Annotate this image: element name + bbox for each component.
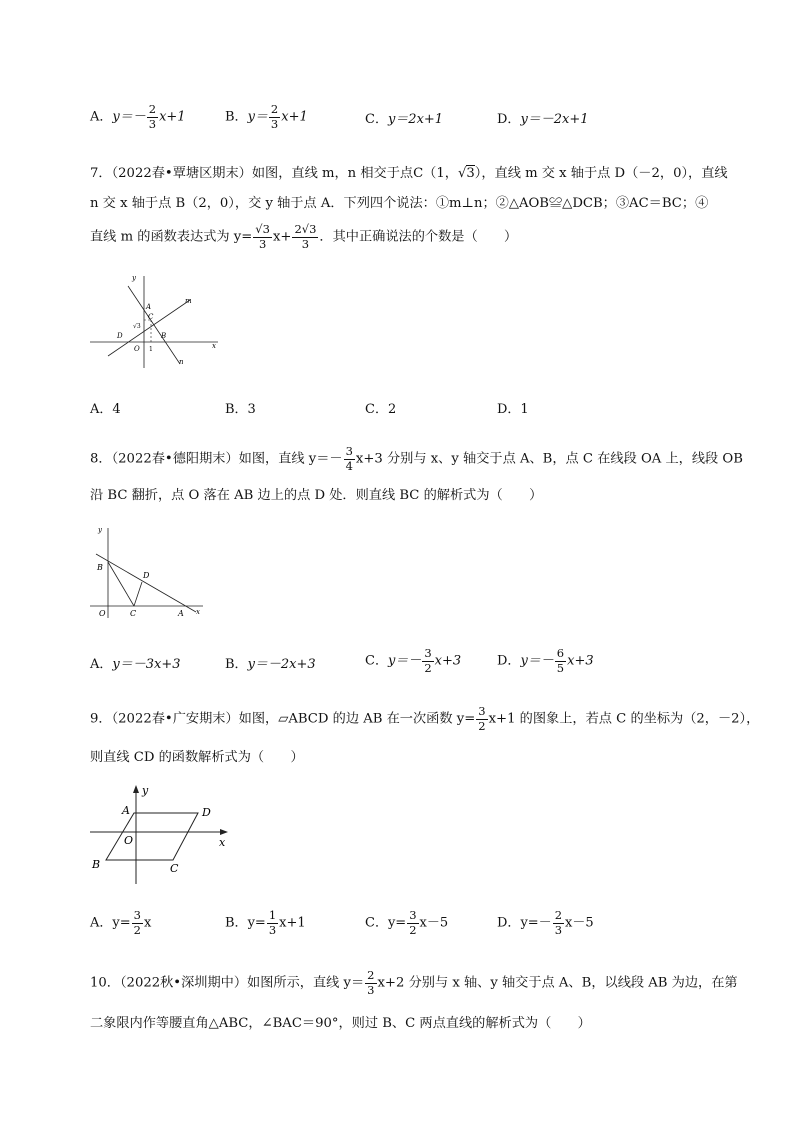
fraction: $\frac{2}{3}$ <box>148 102 157 131</box>
q7-option-d[interactable]: D．1 <box>497 402 529 417</box>
label-b: B <box>92 858 101 871</box>
q8-line-1: 8．（2022春•德阳期末）如图，直线 y＝－ $\frac{3}{4}$ x+3 分别与 x、y 轴交于点 A、B，点 C 在线段 OA 上，线段 OB <box>90 444 743 473</box>
q8-figure <box>88 522 208 622</box>
fraction: $\frac{√3}{3}$ <box>255 222 270 251</box>
q6-option-a[interactable]: A．y＝－ $\frac{2}{3}$ x+1 <box>90 102 186 131</box>
label-n: n <box>179 358 184 366</box>
q7-option-a[interactable]: A．4 <box>90 402 121 417</box>
fraction: $\frac{3}{2}$ <box>424 646 432 675</box>
q7-option-b[interactable]: B．3 <box>225 402 256 417</box>
q9-option-b[interactable]: B．y= $\frac{1}{3}$ x+1 <box>225 908 306 937</box>
q9-line-2: 则直线 CD 的函数解析式为（ ） <box>90 750 304 765</box>
fraction: $\frac{3}{2}$ <box>133 908 141 937</box>
line-ab <box>96 554 196 612</box>
label-c: C <box>170 862 179 875</box>
q9-figure <box>88 780 233 888</box>
label-o: O <box>99 609 106 618</box>
parallelogram-abcd <box>106 813 198 860</box>
q9-option-a[interactable]: A．y= $\frac{3}{2}$ x <box>90 908 152 937</box>
q9-option-d[interactable]: D．y=－ $\frac{2}{3}$ x－5 <box>497 908 594 937</box>
sqrt-symbol: √3 <box>457 166 475 181</box>
q7-option-c[interactable]: C．2 <box>365 402 397 417</box>
label-m: m <box>185 297 192 305</box>
label-o: O <box>134 345 140 353</box>
label-y: y <box>142 784 149 797</box>
label-sqrt3: √3 <box>133 323 141 330</box>
label-c: C <box>148 313 154 321</box>
label-x: x <box>219 836 226 849</box>
label-x: x <box>212 342 216 350</box>
q7-line-2: n 交 x 轴于点 B（2，0），交 y 轴于点 A．下列四个说法：①m⊥n；②△AOB≌△DCB；③AC＝BC；④ <box>90 196 709 211</box>
label-y: y <box>132 274 136 282</box>
q7-line-3: 直线 m 的函数表达式为 y= $\frac{√3}{3}$ x+ $\frac{2√3}{3}$ ．其中正确说法的个数是（ ） <box>90 222 518 251</box>
label-y: y <box>98 526 102 534</box>
q10-line-2: 二象限内作等腰直角△ABC，∠BAC＝90°，则过 B、C 两点直线的解析式为（ ） <box>90 1016 591 1031</box>
fraction: $\frac{2√3}{3}$ <box>294 222 317 251</box>
label-d: D <box>117 332 123 340</box>
q8-option-a[interactable]: A．y＝－3x+3 <box>90 657 181 672</box>
y-arrow <box>133 785 139 793</box>
label-a: A <box>178 609 184 618</box>
q8-option-c[interactable]: C．y＝－ $\frac{3}{2}$ x+3 <box>365 646 462 675</box>
fraction: $\frac{1}{3}$ <box>268 908 277 937</box>
q9-line-1: 9．（2022春•广安期末）如图，▱ABCD 的边 AB 在一次函数 y= $\frac{3}{2}$ x+1 的图象上，若点 C 的坐标为（2，－2）， <box>90 704 760 733</box>
q8-line-2: 沿 BC 翻折，点 O 落在 AB 边上的点 D 处．则直线 BC 的解析式为（ ） <box>90 488 543 503</box>
label-x: x <box>196 608 200 616</box>
label-d: D <box>202 806 211 819</box>
q9-option-c[interactable]: C．y= $\frac{3}{2}$ x－5 <box>365 908 449 937</box>
label-b: B <box>97 563 103 572</box>
q8-option-d[interactable]: D．y＝－ $\frac{6}{5}$ x+3 <box>497 646 594 675</box>
label-o: O <box>124 834 134 847</box>
fraction: $\frac{3}{4}$ <box>345 444 353 473</box>
q6-option-c[interactable]: C．y＝2x+1 <box>365 112 444 127</box>
fraction: $\frac{2}{3}$ <box>367 968 375 997</box>
label-b: B <box>161 332 167 340</box>
q6-option-d[interactable]: D．y＝－2x+1 <box>497 112 589 127</box>
fraction: $\frac{2}{3}$ <box>270 102 279 131</box>
label-a: A <box>146 303 152 311</box>
label-a: A <box>122 804 130 817</box>
fraction: $\frac{2}{3}$ <box>554 908 563 937</box>
segment-cd <box>134 582 142 606</box>
q7-line-1: 7．（2022春•覃塘区期末）如图，直线 m，n 相交于点C（1，√3），直线 m 交 x 轴于点 D（－2，0），直线 <box>90 166 728 181</box>
fraction: $\frac{3}{2}$ <box>409 908 417 937</box>
label-d: D <box>143 571 150 580</box>
x-arrow <box>220 829 228 835</box>
q10-line-1: 10．（2022秋•深圳期中）如图所示，直线 y＝ $\frac{2}{3}$ x+2 分别与 x 轴、y 轴交于点 A、B，以线段 AB 为边，在第 <box>90 968 738 997</box>
label-one: 1 <box>149 346 153 353</box>
q7-figure <box>88 272 223 370</box>
fraction: $\frac{6}{5}$ <box>556 646 565 675</box>
q8-option-b[interactable]: B．y＝－2x+3 <box>225 657 316 672</box>
q6-option-b[interactable]: B．y＝ $\frac{2}{3}$ x+1 <box>225 102 308 131</box>
fraction: $\frac{3}{2}$ <box>478 704 486 733</box>
label-c: C <box>130 609 137 618</box>
